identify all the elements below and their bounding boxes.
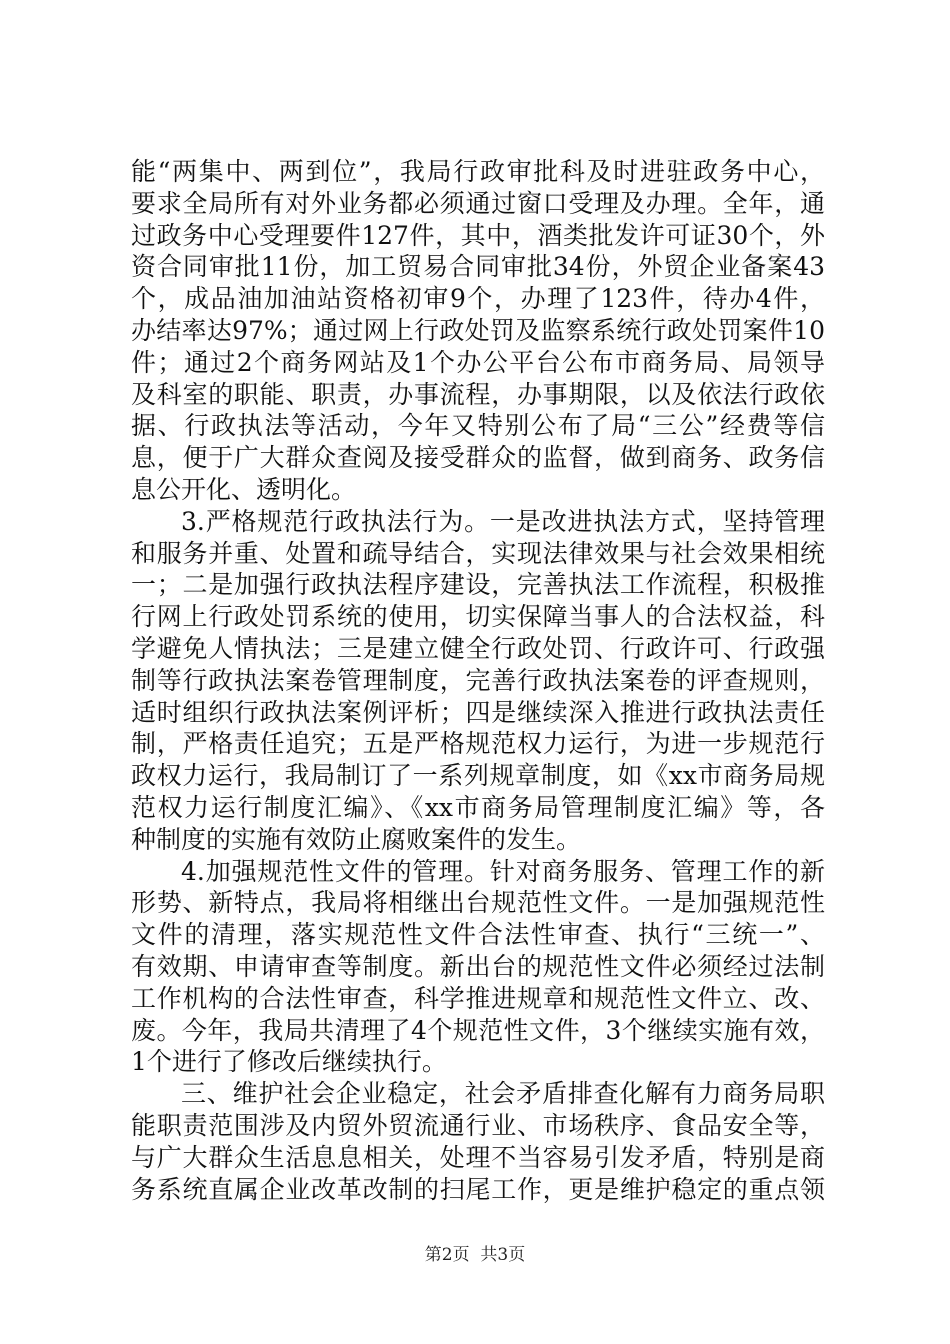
text-line: 及科室的职能、职责，办事流程，办事期限，以及依法行政依 — [131, 379, 825, 409]
text-line: 务系统直属企业改革改制的扫尾工作，更是维护稳定的重点领 — [131, 1174, 825, 1204]
text-line: 行网上行政处罚系统的使用，切实保障当事人的合法权益，科 — [131, 602, 825, 632]
text-line: 过政务中心受理要件127件，其中，酒类批发许可证30个，外 — [131, 220, 825, 250]
text-line: 适时组织行政执法案例评析；四是继续深入推进行政执法责任 — [131, 697, 825, 727]
text-line: 办结率达97%；通过网上行政处罚及监察系统行政处罚案件10 — [131, 315, 825, 345]
text-line: 要求全局所有对外业务都必须通过窗口受理及办理。全年，通 — [131, 188, 825, 218]
text-line: 3.严格规范行政执法行为。一是改进执法方式，坚持管理 — [181, 506, 825, 536]
text-line: 1个进行了修改后继续执行。 — [131, 1047, 447, 1077]
text-line: 与广大群众生活息息相关，处理不当容易引发矛盾，特别是商 — [131, 1142, 825, 1172]
text-line: 资合同审批11份，加工贸易合同审批34份，外贸企业备案43 — [131, 252, 825, 282]
text-line: 件；通过2个商务网站及1个办公平台公布市商务局、局领导 — [131, 347, 825, 377]
text-line: 种制度的实施有效防止腐败案件的发生。 — [131, 824, 582, 854]
text-line: 形势、新特点，我局将相继出台规范性文件。一是加强规范性 — [131, 888, 825, 918]
text-line: 废。今年，我局共清理了4个规范性文件，3个继续实施有效， — [131, 1015, 825, 1045]
text-line: 制等行政执法案卷管理制度，完善行政执法案卷的评查规则， — [131, 665, 825, 695]
text-line: 息公开化、透明化。 — [131, 474, 357, 504]
text-line: 范权力运行制度汇编》、《xx市商务局管理制度汇编》等，各 — [131, 792, 825, 822]
text-line: 和服务并重、处置和疏导结合，实现法律效果与社会效果相统 — [131, 538, 825, 568]
text-line: 4.加强规范性文件的管理。针对商务服务、管理工作的新 — [181, 856, 825, 886]
page-footer: 第2页 共3页 — [424, 1245, 526, 1265]
text-line: 文件的清理，落实规范性文件合法性审查、执行“三统一”、 — [131, 920, 825, 950]
text-line: 有效期、申请审查等制度。新出台的规范性文件必须经过法制 — [131, 951, 825, 981]
text-line: 能职责范围涉及内贸外贸流通行业、市场秩序、食品安全等， — [131, 1110, 825, 1140]
text-line: 能“两集中、两到位”，我局行政审批科及时进驻政务中心， — [131, 157, 825, 186]
text-line: 工作机构的合法性审查，科学推进规章和规范性文件立、改、 — [131, 983, 825, 1013]
document-body — [131, 156, 825, 1205]
text-line: 制，严格责任追究；五是严格规范权力运行，为进一步规范行 — [131, 729, 825, 759]
text-line: 三、维护社会企业稳定，社会矛盾排查化解有力商务局职 — [181, 1079, 825, 1109]
text-line: 一；二是加强行政执法程序建设，完善执法工作流程，积极推 — [131, 570, 825, 600]
text-line: 政权力运行，我局制订了一系列规章制度，如《xx市商务局规 — [131, 761, 825, 791]
text-line: 据、行政执法等活动，今年又特别公布了局“三公”经费等信 — [131, 411, 825, 441]
text-line: 个，成品油加油站资格初审9个，办理了123件，待办4件， — [131, 284, 825, 314]
text-line: 学避免人情执法；三是建立健全行政处罚、行政许可、行政强 — [131, 633, 825, 663]
text-line: 息，便于广大群众查阅及接受群众的监督，做到商务、政务信 — [131, 443, 825, 473]
